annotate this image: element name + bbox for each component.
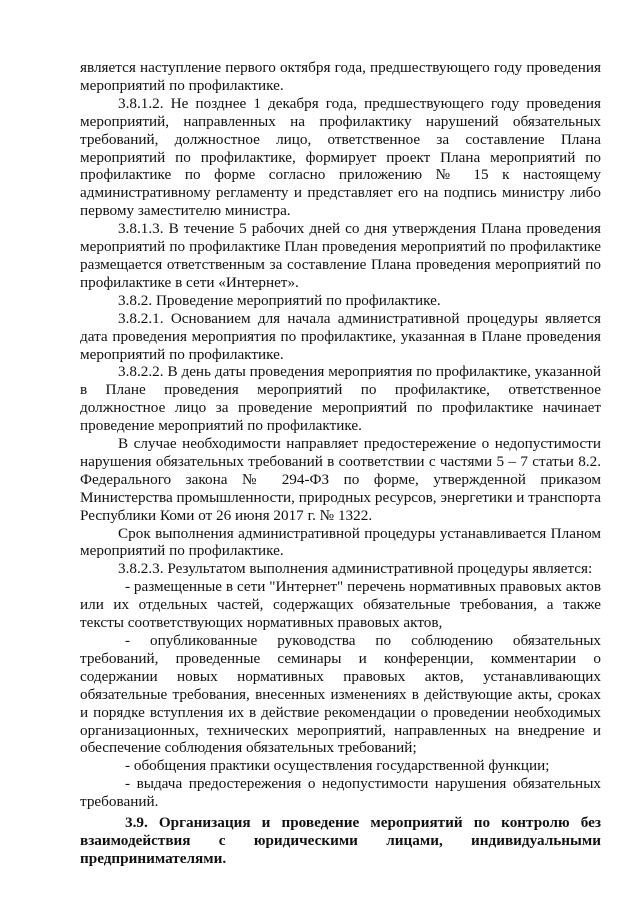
paragraph-3-8-2-2: 3.8.2.2. В день даты проведения мероприятия по профилактике, указанной в Плане проведения мероприятий по профилактике, ответственное должностное лицо за проведение мероприятий по профилактике начинает проведение мероприятий по профилактике. [80, 363, 601, 435]
paragraph-3-9: 3.9. Организация и проведение мероприятий по контролю без взаимодействия с юридическими лицами, индивидуальными предпринимателями. [80, 814, 601, 867]
paragraph-warning: В случае необходимости направляет предостережение о недопустимости нарушения обязательных требований в соответствии с частями 5 – 7 статьи 8.2. Федерального закона № 294-ФЗ по форме, утвержденной приказом Министерства промышленности, природных ресурсов, энергетики и транспорта Республики Коми от 26 июня 2017 г. № 1322. [80, 435, 601, 524]
paragraph-3-8-1-2: 3.8.1.2. Не позднее 1 декабря года, предшествующего году проведения мероприятий, направленных на профилактику нарушений обязательных требований, должностное лицо, ответственное за составление Плана мероприятий по профилактике, формирует проект Плана мероприятий по профилактике по форме согласно приложению № 15 к настоящему административному регламенту и представляет его на подпись министру либо первому заместителю министра. [80, 94, 601, 220]
list-item-practice: - обобщения практики осуществления государственной функции; [125, 757, 550, 775]
paragraph-continuation: является наступление первого октября года, предшествующего году проведения мероприятий по профилактике. [80, 59, 601, 94]
paragraph-3-8-2-1: 3.8.2.1. Основанием для начала административной процедуры является дата проведения мероприятия по профилактике, указанная в Плане проведения мероприятий по профилактике. [80, 309, 601, 363]
list-item-guidelines: - опубликованные руководства по соблюдению обязательных требований, проведенные семинары и конференции, комментарии о содержании новых нормативных правовых актов, устанавливающих обязательные требования, внесенных изменениях в действующие акты, сроках и порядке вступления их в действие рекомендации о проведении необходимых организационных, технических мероприятий, направленных на внедрение и обеспечение соблюдения обязательных требований; [80, 632, 601, 757]
paragraph-3-8-2-3: 3.8.2.3. Результатом выполнения административной процедуры является: [118, 560, 593, 578]
list-item-warning: - выдача предостережения о недопустимости нарушения обязательных требований. [80, 775, 601, 811]
document-body [80, 59, 601, 868]
paragraph-3-8-2: 3.8.2. Проведение мероприятий по профилактике. [118, 291, 441, 309]
list-item-internet: - размещенные в сети "Интернет" перечень нормативных правовых актов или их отдельных частей, содержащих обязательные требования, а также тексты соответствующих нормативных правовых актов, [80, 578, 601, 632]
paragraph-3-8-1-3: 3.8.1.3. В течение 5 рабочих дней со дня утверждения Плана проведения мероприятий по профилактике План проведения мероприятий по профилактике размещается ответственным за составление Плана проведения мероприятий по профилактике в сети «Интернет». [80, 220, 601, 291]
paragraph-deadline: Срок выполнения административной процедуры устанавливается Планом мероприятий по профилактике. [80, 524, 601, 560]
